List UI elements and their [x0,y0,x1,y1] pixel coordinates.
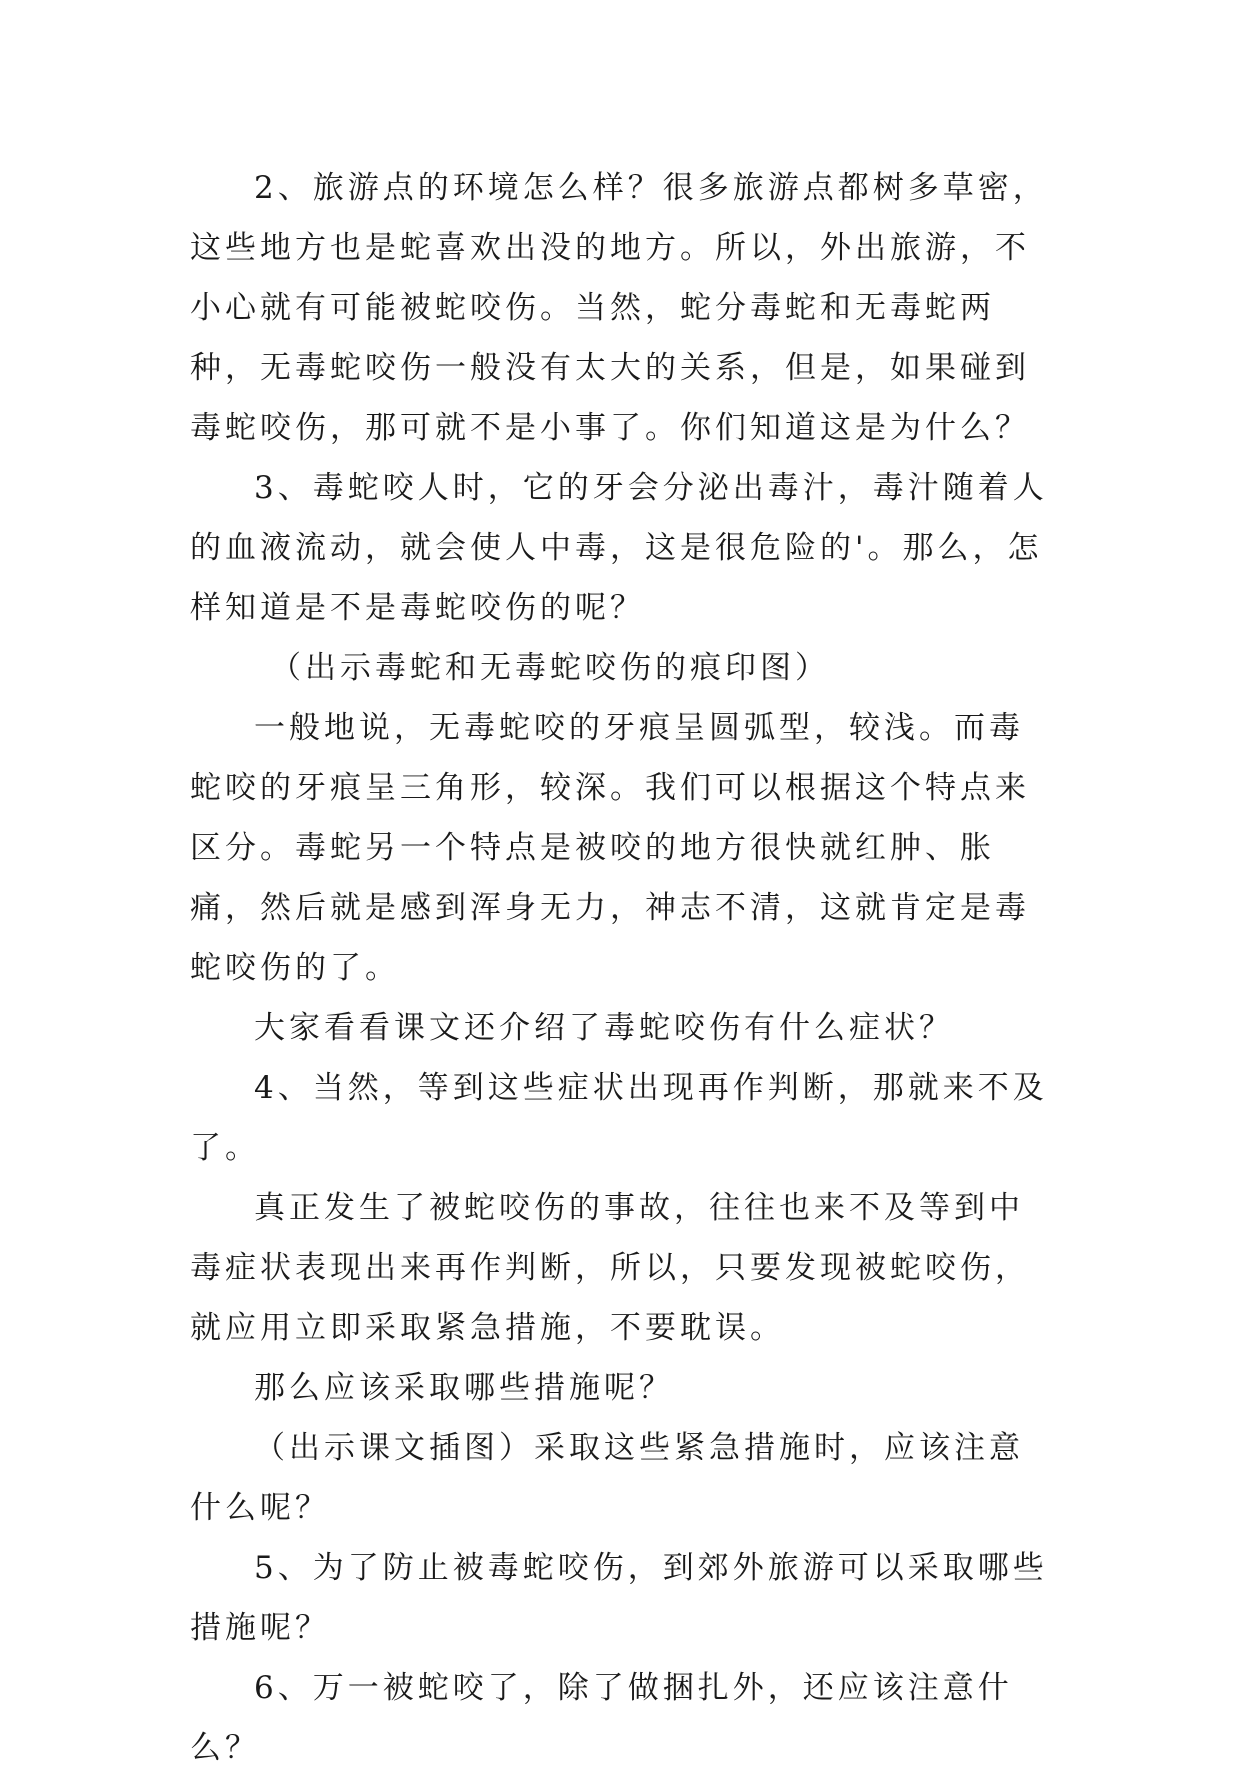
paragraph-5: 大家看看课文还介绍了毒蛇咬伤有什么症状？ [254,1010,954,1046]
paragraph-8: 那么应该采取哪些措施呢？ [254,1370,674,1406]
paragraph-11: 6、万一被蛇咬了，除了做捆扎外，还应该注意什么？ [190,1670,1013,1766]
paragraph-3: （出示毒蛇和无毒蛇咬伤的痕印图） [270,650,830,686]
paragraph-10: 5、为了防止被毒蛇咬伤，到郊外旅游可以采取哪些措施呢？ [190,1550,1048,1646]
paragraph-9: （出示课文插图）采取这些紧急措施时，应该注意什么呢？ [190,1430,1024,1526]
paragraph-1: 2、旅游点的环境怎么样？很多旅游点都树多草密，这些地方也是蛇喜欢出没的地方。所以，外出旅游，不小心就有可能被蛇咬伤。当然，蛇分毒蛇和无毒蛇两种，无毒蛇咬伤一般没有太大的关系，但是，如果碰到毒蛇咬伤，那可就不是小事了。你们知道这是为什么？ [190,170,1048,446]
paragraph-6: 4、当然，等到这些症状出现再作判断，那就来不及了。 [190,1070,1048,1166]
paragraph-4: 一般地说，无毒蛇咬的牙痕呈圆弧型，较浅。而毒蛇咬的牙痕呈三角形，较深。我们可以根据这个特点来区分。毒蛇另一个特点是被咬的地方很快就红肿、胀痛，然后就是感到浑身无力，神志不清，这就肯定是毒蛇咬伤的了。 [190,710,1030,986]
document-body [190,158,1050,1778]
paragraph-2: 3、毒蛇咬人时，它的牙会分泌出毒汁，毒汁随着人的血液流动，就会使人中毒，这是很危险的'。那么，怎样知道是不是毒蛇咬伤的呢？ [190,470,1048,626]
paragraph-7: 真正发生了被蛇咬伤的事故，往往也来不及等到中毒症状表现出来再作判断，所以，只要发现被蛇咬伤，就应用立即采取紧急措施，不要耽误。 [190,1190,1030,1346]
